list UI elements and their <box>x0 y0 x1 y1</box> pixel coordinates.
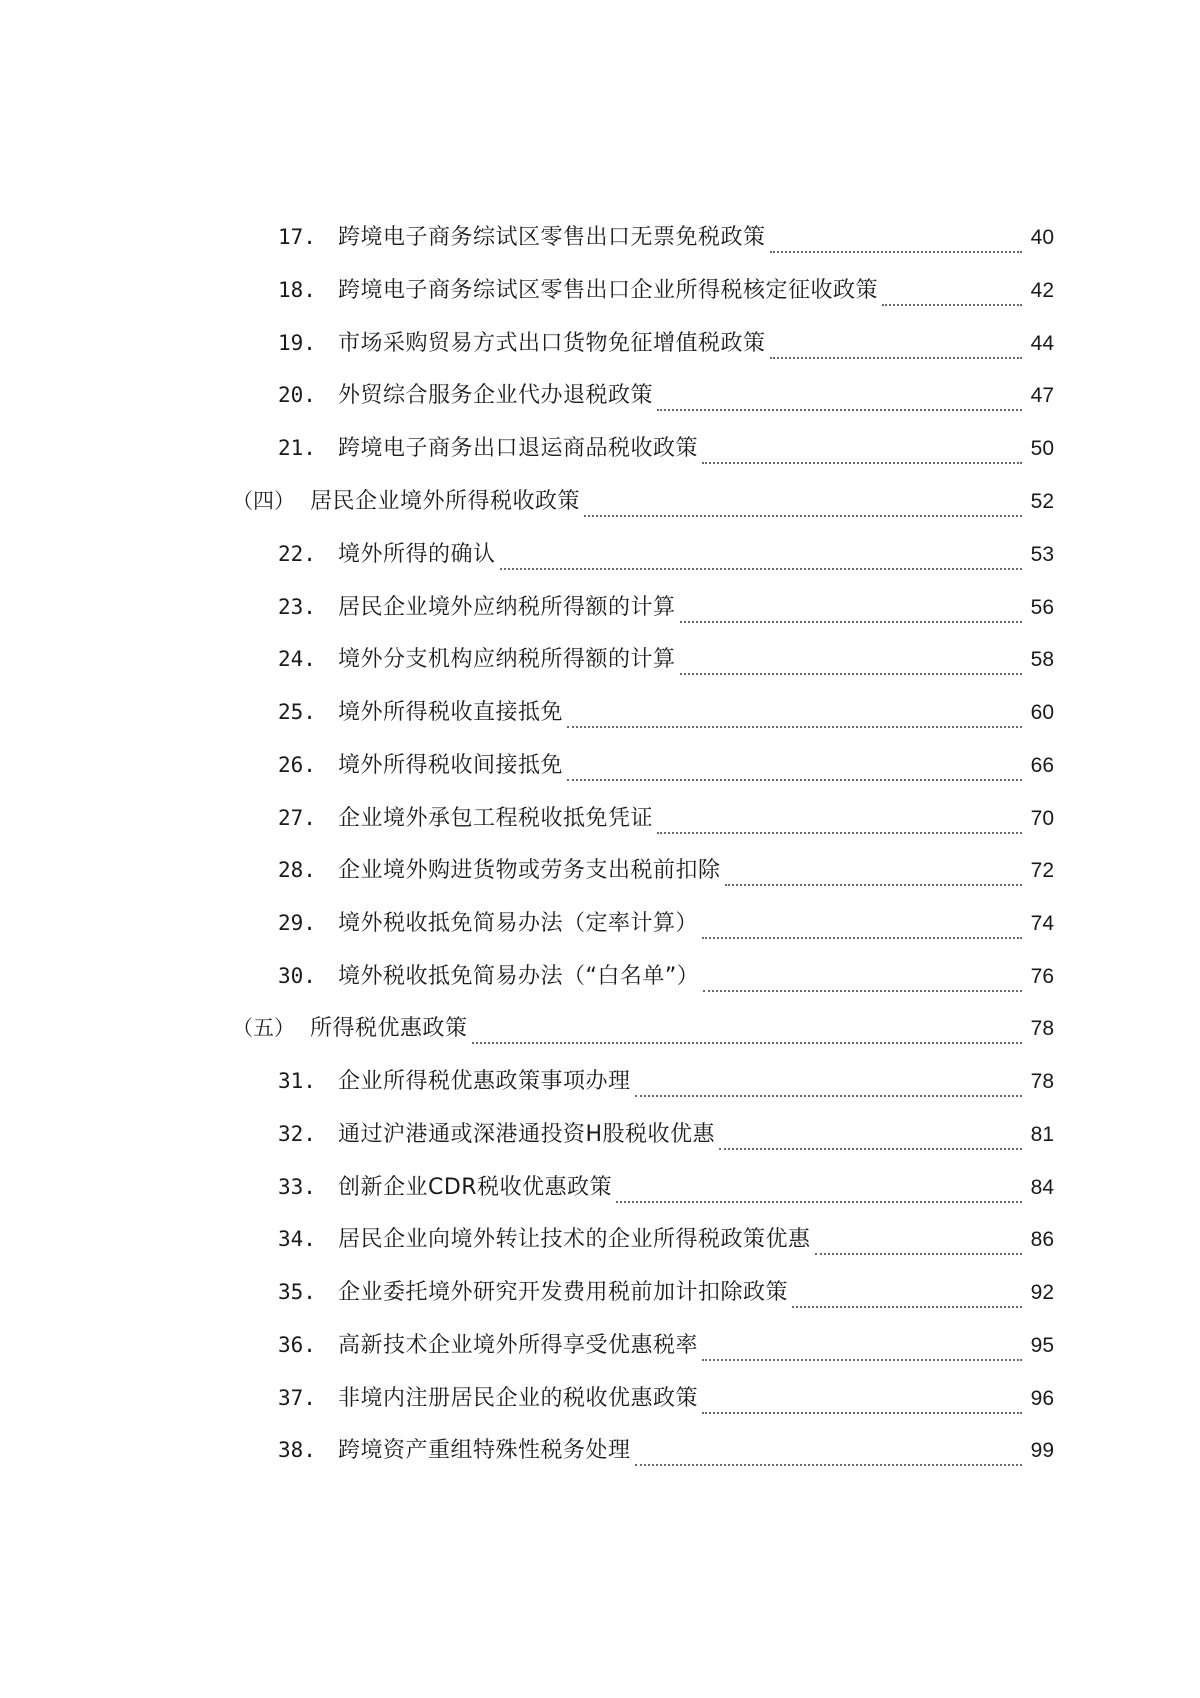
dot-leader <box>770 356 1022 359</box>
toc-entry-page: 96 <box>1030 1387 1054 1410</box>
toc-section-title: 所得税优惠政策 <box>310 1016 468 1041</box>
toc-entry[interactable] <box>278 433 1054 473</box>
toc-entry-page: 76 <box>1030 965 1054 988</box>
dot-leader <box>584 514 1022 517</box>
dot-leader <box>702 936 1022 939</box>
toc-entry[interactable] <box>278 961 1054 1001</box>
toc-entry-page: 95 <box>1030 1334 1054 1357</box>
dot-leader <box>815 1252 1022 1255</box>
toc-entry[interactable] <box>278 1172 1054 1212</box>
toc-entry-title: 外贸综合服务企业代办退税政策 <box>338 383 654 408</box>
toc-entry-page: 81 <box>1030 1123 1054 1146</box>
toc-entry-page: 86 <box>1030 1228 1054 1251</box>
toc-entry-title: 居民企业向境外转让技术的企业所得税政策优惠 <box>338 1227 811 1252</box>
toc-entry-number: 27. <box>278 806 316 830</box>
dot-leader <box>657 831 1022 834</box>
toc-section[interactable] <box>232 1013 1054 1053</box>
toc-entry-title: 高新技术企业境外所得享受优惠税率 <box>338 1333 699 1358</box>
toc-entry[interactable] <box>278 592 1054 632</box>
toc-entry-title: 跨境电子商务综试区零售出口企业所得税核定征收政策 <box>338 278 879 303</box>
dot-leader <box>725 883 1022 886</box>
toc-entry[interactable] <box>278 908 1054 948</box>
toc-entry-title: 市场采购贸易方式出口货物免征增值税政策 <box>338 331 766 356</box>
toc-entry-page: 84 <box>1030 1176 1054 1199</box>
toc-entry-page: 99 <box>1030 1439 1054 1462</box>
toc-entry[interactable] <box>278 855 1054 895</box>
toc-entry-number: 29. <box>278 911 316 935</box>
toc-entry-number: 33. <box>278 1175 316 1199</box>
toc-entry[interactable] <box>278 644 1054 684</box>
dot-leader <box>770 250 1022 253</box>
toc-entry-title: 境外税收抵免简易办法（“白名单”） <box>338 964 700 989</box>
toc-entry-title: 通过沪港通或深港通投资H股税收优惠 <box>338 1122 716 1147</box>
toc-entry[interactable] <box>278 1435 1054 1475</box>
dot-leader <box>616 1200 1022 1203</box>
toc-entry-number: 18. <box>278 278 316 302</box>
toc-entry-title: 境外所得的确认 <box>338 542 496 567</box>
toc-entry-number: 20. <box>278 383 316 407</box>
toc-entry-title: 跨境电子商务综试区零售出口无票免税政策 <box>338 225 766 250</box>
dot-leader <box>680 620 1022 623</box>
toc-entry-page: 72 <box>1030 859 1054 882</box>
dot-leader <box>792 1305 1022 1308</box>
dot-leader <box>567 778 1022 781</box>
toc-entry-title: 境外分支机构应纳税所得额的计算 <box>338 647 676 672</box>
dot-leader <box>500 567 1022 570</box>
toc-section-number: （四） <box>232 489 295 513</box>
toc-entry-title: 企业境外承包工程税收抵免凭证 <box>338 806 654 831</box>
dot-leader <box>635 1094 1022 1097</box>
toc-entry-title: 企业所得税优惠政策事项办理 <box>338 1069 631 1094</box>
toc-entry[interactable] <box>278 328 1054 368</box>
toc-entry-page: 47 <box>1030 384 1054 407</box>
toc-entry-page: 92 <box>1030 1281 1054 1304</box>
toc-entry[interactable] <box>278 697 1054 737</box>
toc-entry-number: 23. <box>278 595 316 619</box>
toc-entry-page: 66 <box>1030 754 1054 777</box>
toc-entry-page: 50 <box>1030 437 1054 460</box>
toc-entry-number: 24. <box>278 647 316 671</box>
dot-leader <box>472 1041 1022 1044</box>
toc-entry-number: 35. <box>278 1280 316 1304</box>
toc-entry-page: 60 <box>1030 701 1054 724</box>
toc-entry-page: 53 <box>1030 543 1054 566</box>
dot-leader <box>882 303 1022 306</box>
toc-entry-number: 31. <box>278 1069 316 1093</box>
dot-leader <box>702 1411 1022 1414</box>
toc-entry-title: 企业委托境外研究开发费用税前加计扣除政策 <box>338 1280 789 1305</box>
toc-entry-page: 40 <box>1030 226 1054 249</box>
toc-entry-page: 42 <box>1030 279 1054 302</box>
toc-entry[interactable] <box>278 1277 1054 1317</box>
toc-entry-number: 36. <box>278 1333 316 1357</box>
dot-leader <box>702 461 1022 464</box>
toc-entry[interactable] <box>278 222 1054 262</box>
dot-leader <box>567 725 1022 728</box>
toc-entry[interactable] <box>278 539 1054 579</box>
toc-entry-page: 58 <box>1030 648 1054 671</box>
toc-entry-number: 32. <box>278 1122 316 1146</box>
toc-entry-title: 创新企业CDR税收优惠政策 <box>338 1175 613 1200</box>
toc-entry-number: 28. <box>278 858 316 882</box>
toc-entry-number: 22. <box>278 542 316 566</box>
toc-entry-page: 78 <box>1030 1070 1054 1093</box>
toc-entry[interactable] <box>278 803 1054 843</box>
toc-entry-number: 25. <box>278 700 316 724</box>
dot-leader <box>702 1358 1022 1361</box>
dot-leader <box>703 989 1022 992</box>
toc-entry[interactable] <box>278 380 1054 420</box>
dot-leader <box>719 1147 1022 1150</box>
toc-entry-number: 34. <box>278 1227 316 1251</box>
toc-entry[interactable] <box>278 1066 1054 1106</box>
toc-entry-title: 跨境资产重组特殊性税务处理 <box>338 1438 631 1463</box>
toc-entry-title: 境外所得税收直接抵免 <box>338 700 564 725</box>
toc-entry-number: 30. <box>278 964 316 988</box>
toc-section-number: （五） <box>232 1016 295 1040</box>
toc-entry-number: 17. <box>278 225 316 249</box>
toc-entry-page: 74 <box>1030 912 1054 935</box>
toc-entry[interactable] <box>278 1383 1054 1423</box>
toc-entry-title: 企业境外购进货物或劳务支出税前扣除 <box>338 858 721 883</box>
toc-entry[interactable] <box>278 1224 1054 1264</box>
dot-leader <box>680 672 1022 675</box>
toc-entry-number: 38. <box>278 1438 316 1462</box>
toc-entry-title: 境外税收抵免简易办法（定率计算） <box>338 911 699 936</box>
toc-entry-number: 26. <box>278 753 316 777</box>
toc-section[interactable] <box>232 486 1054 526</box>
toc-entry-page: 70 <box>1030 807 1054 830</box>
toc-entry-number: 19. <box>278 331 316 355</box>
toc-entry-number: 21. <box>278 436 316 460</box>
toc-entry-title: 跨境电子商务出口退运商品税收政策 <box>338 436 699 461</box>
toc-section-page: 52 <box>1030 490 1054 513</box>
toc-entry[interactable] <box>278 1119 1054 1159</box>
toc-entry-title: 居民企业境外应纳税所得额的计算 <box>338 595 676 620</box>
toc-entry[interactable] <box>278 750 1054 790</box>
toc-entry[interactable] <box>278 1330 1054 1370</box>
toc-entry-page: 44 <box>1030 332 1054 355</box>
dot-leader <box>635 1463 1022 1466</box>
dot-leader <box>657 408 1022 411</box>
toc-entry-title: 非境内注册居民企业的税收优惠政策 <box>338 1386 699 1411</box>
toc-entry-number: 37. <box>278 1386 316 1410</box>
toc-section-page: 78 <box>1030 1017 1054 1040</box>
toc-section-title: 居民企业境外所得税收政策 <box>310 489 581 514</box>
toc-entry[interactable] <box>278 275 1054 315</box>
toc-entry-page: 56 <box>1030 596 1054 619</box>
toc-entry-title: 境外所得税收间接抵免 <box>338 753 564 778</box>
